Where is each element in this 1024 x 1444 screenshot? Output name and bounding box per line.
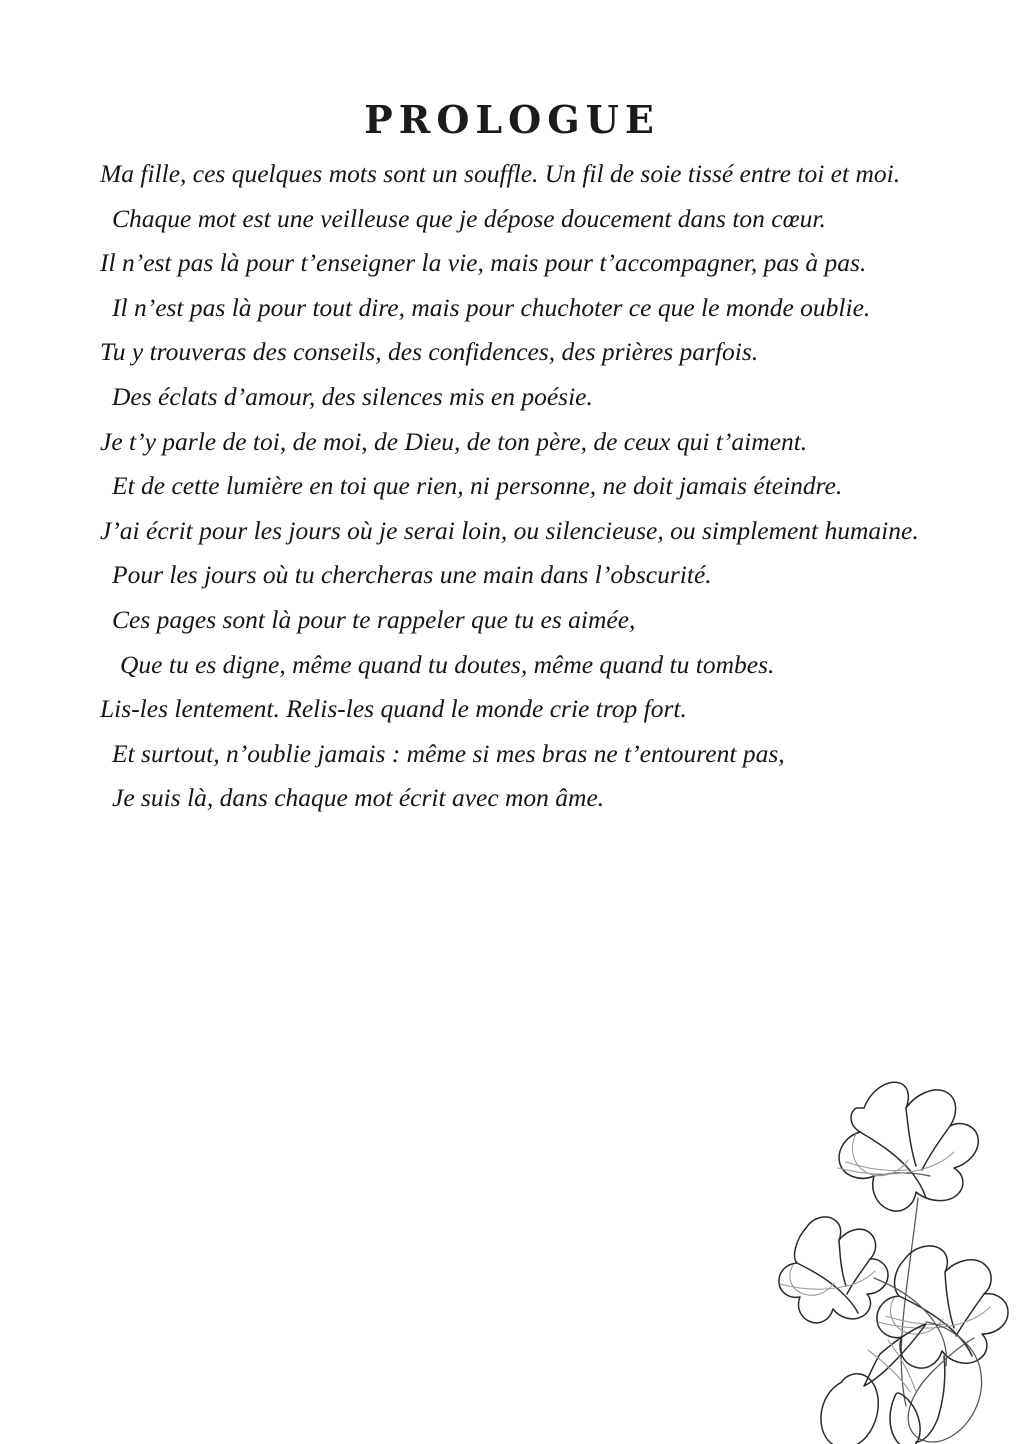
- paragraph: Pour les jours où tu chercheras une main dans l’obscurité.: [112, 560, 712, 590]
- paragraph: J’ai écrit pour les jours où je serai loin, ou silencieuse, ou simplement humaine.: [100, 515, 919, 545]
- page-title: PROLOGUE: [364, 97, 660, 143]
- paragraph: Chaque mot est une veilleuse que je dépose doucement dans ton cœur.: [112, 203, 826, 233]
- floral-line-art-decoration: [768, 1022, 1024, 1444]
- paragraph: Et de cette lumière en toi que rien, ni personne, ne doit jamais éteindre.: [112, 471, 843, 501]
- paragraph: Je suis là, dans chaque mot écrit avec mon âme.: [112, 783, 605, 813]
- prologue-body: [100, 152, 966, 821]
- paragraph: Ma fille, ces quelques mots sont un souffle. Un fil de soie tissé entre toi et moi.: [100, 159, 901, 188]
- leaves: [821, 1322, 982, 1444]
- paragraph: Je t’y parle de toi, de moi, de Dieu, de ton père, de ceux qui t’aiment.: [100, 426, 808, 456]
- paragraph: Lis-les lentement. Relis-les quand le monde crie trop fort.: [100, 694, 687, 724]
- flower-left-icon: [779, 1217, 946, 1366]
- paragraph: Et surtout, n’oublie jamais : même si mes bras ne t’entourent pas,: [112, 738, 785, 768]
- paragraph: Il n’est pas là pour t’enseigner la vie, mais pour t’accompagner, pas à pas.: [100, 248, 867, 278]
- paragraph: Il n’est pas là pour tout dire, mais pour chuchoter ce que le monde oublie.: [112, 292, 871, 322]
- flower-right-icon: [877, 1246, 1008, 1442]
- paragraph: Des éclats d’amour, des silences mis en poésie.: [112, 381, 593, 411]
- paragraph: Ces pages sont là pour te rappeler que tu es aimée,: [112, 604, 636, 634]
- paragraph: Que tu es digne, même quand tu doutes, même quand tu tombes.: [120, 649, 775, 679]
- paragraph: Tu y trouveras des conseils, des confidences, des prières parfois.: [100, 337, 759, 367]
- flower-top-icon: [838, 1082, 978, 1406]
